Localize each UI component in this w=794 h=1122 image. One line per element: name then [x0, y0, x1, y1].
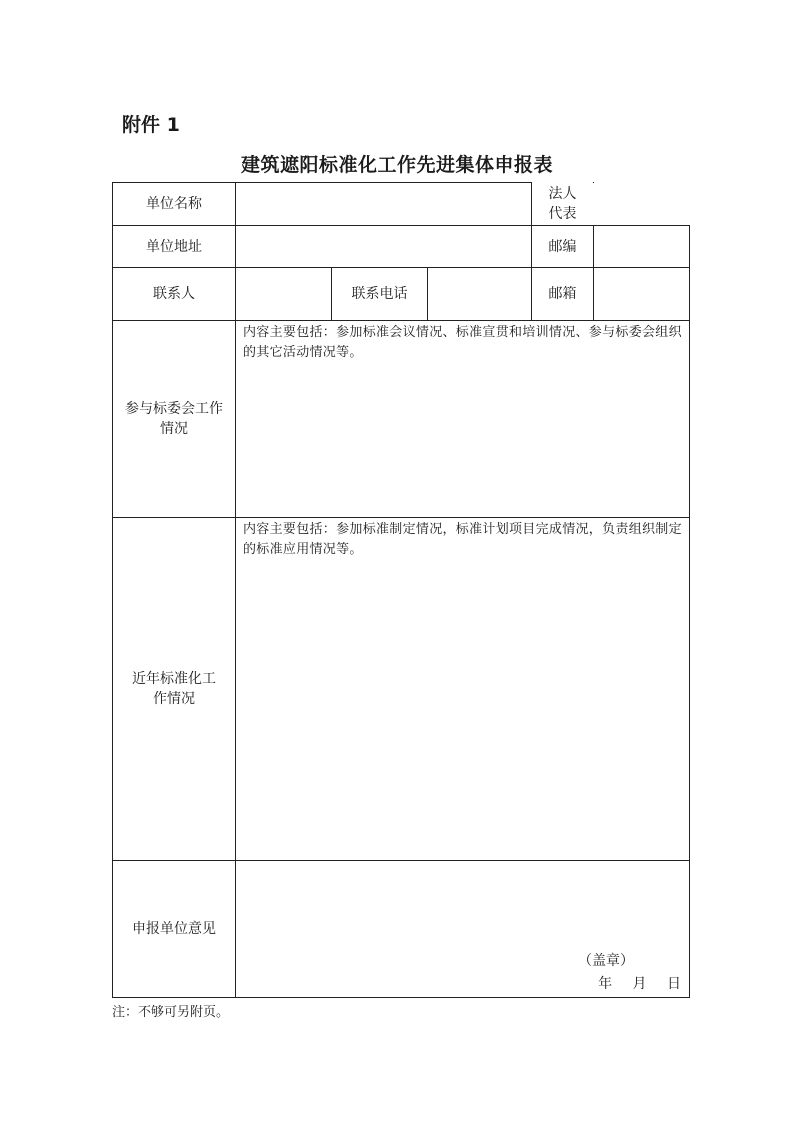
- legal-rep-label: 法人代表: [548, 185, 577, 222]
- contact-phone-label: 联系电话: [332, 268, 428, 321]
- standardization-work-content[interactable]: [236, 518, 690, 861]
- contact-person-value[interactable]: [236, 268, 332, 321]
- date-month: 月: [632, 976, 647, 992]
- date-year: 年: [598, 976, 613, 992]
- email-value[interactable]: [594, 268, 690, 321]
- opinion-content[interactable]: [236, 861, 690, 998]
- unit-name-label: 单位名称: [113, 183, 236, 226]
- form-title: 建筑遮阳标准化工作先进集体申报表: [240, 154, 553, 176]
- email-label: 邮箱: [532, 268, 594, 321]
- date-line: [582, 974, 681, 994]
- standardization-work-hint: 内容主要包括：参加标准制定情况，标准计划项目完成情况，负责组织制定的标准应用情况等。: [243, 522, 682, 557]
- stamp-placeholder: （盖章）: [578, 953, 634, 969]
- committee-work-label: [113, 321, 236, 518]
- contact-phone-value[interactable]: [428, 268, 532, 321]
- attachment-label: 附件 1: [122, 114, 180, 136]
- postal-code-label: 邮编: [532, 226, 594, 268]
- legal-rep-cell: [531, 182, 594, 225]
- committee-work-label-text: 参与标委会工作情况: [125, 401, 223, 437]
- legal-rep-value[interactable]: [593, 183, 688, 225]
- date-day: 日: [667, 976, 681, 992]
- footnote: 注：不够可另附页。: [112, 1005, 230, 1020]
- opinion-label: 申报单位意见: [113, 861, 236, 998]
- committee-work-hint: 内容主要包括：参加标准会议情况、标准宣贯和培训情况、参与标委会组织的其它活动情况等。: [243, 325, 682, 360]
- committee-work-content[interactable]: [236, 321, 690, 518]
- unit-address-label: 单位地址: [113, 226, 236, 268]
- unit-address-value[interactable]: [236, 226, 532, 268]
- standardization-work-label-text: 近年标准化工作情况: [132, 671, 216, 707]
- standardization-work-label: [113, 518, 236, 861]
- postal-code-value[interactable]: [594, 226, 690, 268]
- application-form-table: [112, 182, 690, 998]
- contact-person-label: 联系人: [113, 268, 236, 321]
